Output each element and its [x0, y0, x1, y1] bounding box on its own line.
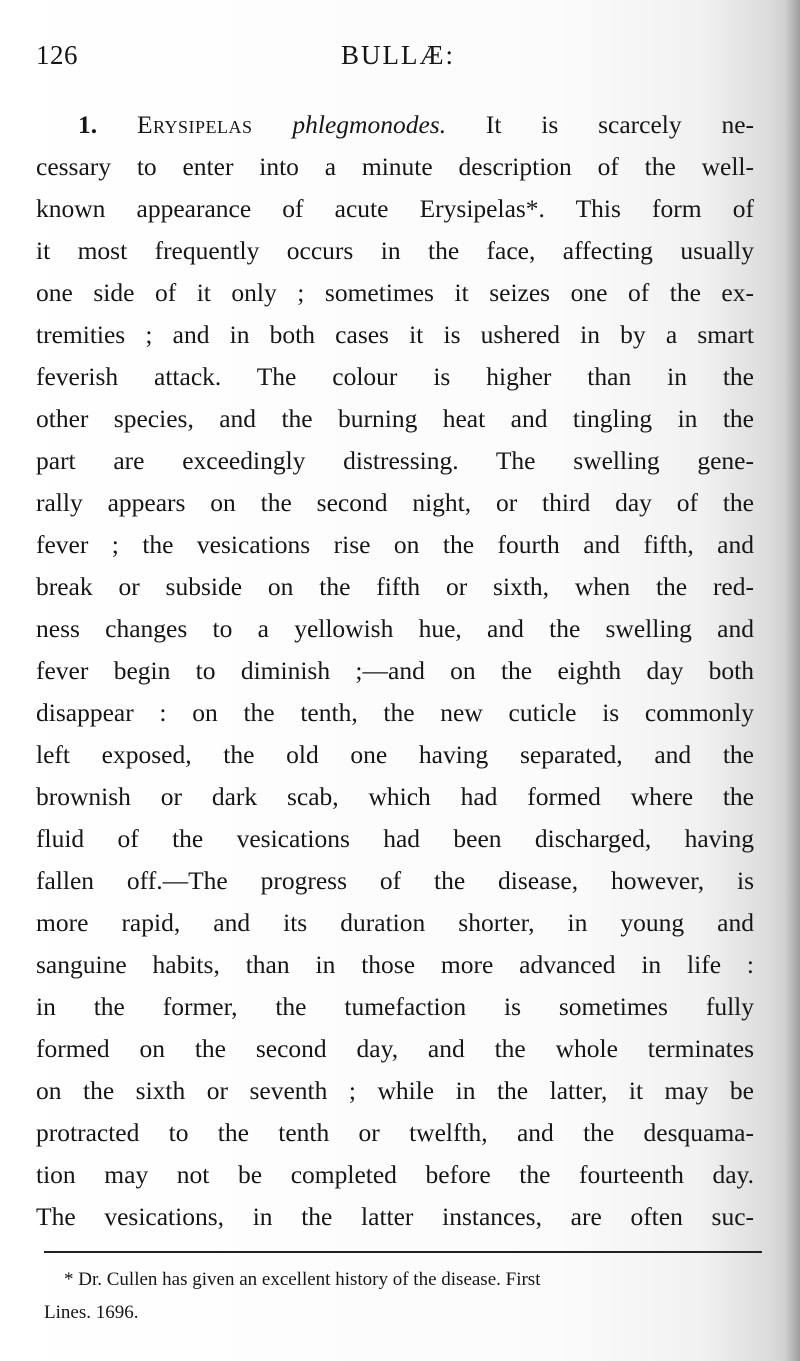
paragraph-line: fever ; the vesications rise on the fourth and fifth, and — [36, 530, 754, 559]
paragraph-line: on the sixth or seventh ; while in the latter, it may be — [36, 1076, 754, 1105]
paragraph-line: fever begin to diminish ;—and on the eighth day both — [36, 656, 754, 685]
footnote — [44, 1263, 764, 1329]
paragraph-line: known appearance of acute Erysipelas*. This form of — [36, 194, 754, 223]
running-head: BULLÆ: — [340, 40, 455, 70]
paragraph-line — [36, 104, 754, 146]
footnote-rule — [44, 1251, 762, 1253]
paragraph-line: brownish or dark scab, which had formed where the — [36, 782, 754, 811]
paragraph-line: fallen off.—The progress of the disease, however, is — [36, 866, 754, 895]
page-header — [36, 36, 760, 80]
footnote-line: Lines. 1696. — [44, 1302, 139, 1323]
page-number: 126 — [36, 40, 78, 70]
paragraph-line: rally appears on the second night, or third day of the — [36, 488, 754, 517]
body-paragraph — [36, 104, 754, 1238]
paragraph-line: it most frequently occurs in the face, affecting usually — [36, 236, 754, 265]
paragraph-line: cessary to enter into a minute description of the well- — [36, 152, 754, 181]
paragraph-line: feverish attack. The colour is higher than in the — [36, 362, 754, 391]
paragraph-line: The vesications, in the latter instances, are often suc- — [36, 1202, 754, 1231]
paragraph-line: formed on the second day, and the whole terminates — [36, 1034, 754, 1063]
paragraph-line: tremities ; and in both cases it is ushered in by a smart — [36, 320, 754, 349]
paragraph-number: 1. — [78, 110, 98, 139]
paragraph-line: protracted to the tenth or twelfth, and the desquama- — [36, 1118, 754, 1147]
paragraph-line: in the former, the tumefaction is sometimes fully — [36, 992, 754, 1021]
footnote-line: * Dr. Cullen has given an excellent history of the disease. First — [64, 1269, 541, 1290]
paragraph-line: more rapid, and its duration shorter, in young and — [36, 908, 754, 937]
paragraph-line: ness changes to a yellowish hue, and the swelling and — [36, 614, 754, 643]
paragraph-line: other species, and the burning heat and tingling in the — [36, 404, 754, 433]
page-edge-shadow — [784, 0, 800, 1361]
paragraph-line: sanguine habits, than in those more advanced in life : — [36, 950, 754, 979]
paragraph-line: part are exceedingly distressing. The swelling gene- — [36, 446, 754, 475]
paragraph-line-text: It is scarcely ne- — [446, 110, 754, 139]
disease-term: Erysipelas — [136, 110, 253, 139]
paragraph-line: left exposed, the old one having separated, and the — [36, 740, 754, 769]
paragraph-line: one side of it only ; sometimes it seizes one of the ex- — [36, 278, 754, 307]
disease-term-italic: phlegmonodes. — [292, 110, 447, 139]
paragraph-line: break or subside on the fifth or sixth, when the red- — [36, 572, 754, 601]
paragraph-line: tion may not be completed before the fourteenth day. — [36, 1160, 754, 1189]
paragraph-line: fluid of the vesications had been discharged, having — [36, 824, 754, 853]
paragraph-line: disappear : on the tenth, the new cuticle is commonly — [36, 698, 754, 727]
